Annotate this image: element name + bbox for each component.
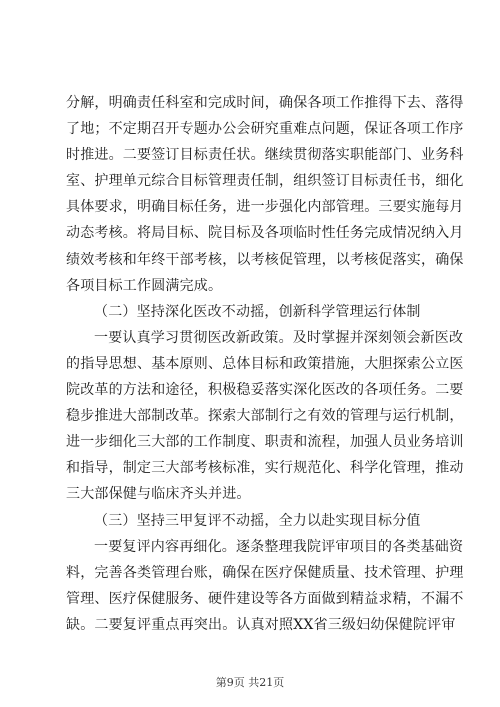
body-line: 室、护理单元综合目标管理责任制，组织签订目标责任书，细化 (66, 173, 464, 190)
body-line: 缺。二要复评重点再突出。认真对照XX省三级妇幼保健院评审 (66, 616, 456, 633)
body-line: 和指导，制定三大部考核标准，实行规范化、科学化管理，推动 (66, 460, 464, 477)
body-line: 料，完善各类管理台账，确保在医疗保健质量、技术管理、护理 (66, 564, 464, 581)
body-line: 稳步推进大部制改革。探索大部制行之有效的管理与运行机制， (66, 408, 464, 425)
body-line: 动态考核。将局目标、院目标及各项临时性任务完成情况纳入月 (66, 225, 464, 242)
body-line: 一要复评内容再细化。逐条整理我院评审项目的各类基础资 (94, 538, 464, 555)
body-line: 了地；不定期召开专题办公会研究重难点问题，保证各项工作序 (66, 121, 464, 138)
body-line: 三大部保健与临床齐头并进。 (66, 486, 251, 503)
page-number-footer: 第9页 共21页 (215, 676, 285, 689)
body-line: 分解，明确责任科室和完成时间，确保各项工作推得下去、落得 (66, 95, 464, 111)
body-line: 进一步细化三大部的工作制度、职责和流程，加强人员业务培训 (66, 434, 464, 451)
body-line: 各项目标工作圆满完成。 (66, 277, 223, 294)
section-heading: （二）坚持深化医改不动摇，创新科学管理运行体制 (94, 303, 421, 320)
body-line: 的指导思想、基本原则、总体目标和政策措施，大胆探索公立医 (66, 355, 464, 372)
body-line: 时推进。二要签订目标责任状。继续贯彻落实职能部门、业务科 (66, 147, 464, 164)
section-heading: （三）坚持三甲复评不动摇，全力以赴实现目标分值 (94, 512, 421, 529)
body-line: 一要认真学习贯彻医改新政策。及时掌握并深刻领会新医改 (94, 329, 464, 346)
body-line: 院改革的方法和途径，积极稳妥落实深化医改的各项任务。二要 (66, 382, 464, 399)
body-line: 管理、医疗保健服务、硬件建设等各方面做到精益求精，不漏不 (66, 590, 464, 607)
body-line: 具体要求，明确目标任务，进一步强化内部管理。三要实施每月 (66, 199, 464, 216)
document-body (66, 90, 464, 638)
body-line: 绩效考核和年终干部考核，以考核促管理，以考核促落实，确保 (66, 251, 464, 268)
